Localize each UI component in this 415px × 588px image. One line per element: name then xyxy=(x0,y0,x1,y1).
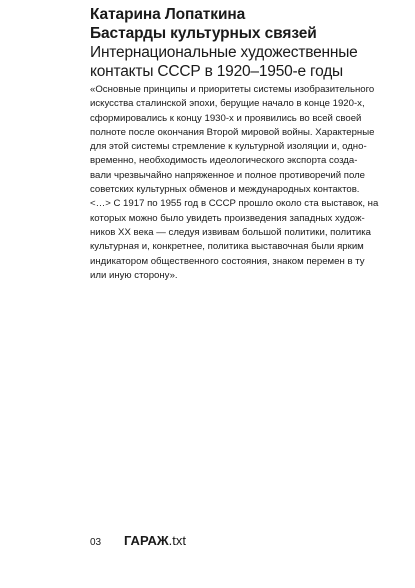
quote-line: сформировались к концу 1930-х и проявились во всей своей xyxy=(90,112,362,124)
quote-line: «Основные принципы и приоритеты системы изобразительного xyxy=(90,84,375,95)
quote-block xyxy=(90,83,412,283)
quote-line: советских культурных обменов и международных контактов. xyxy=(90,184,360,196)
book-title: Бастарды культурных связей xyxy=(90,25,317,42)
publisher-logo-suffix: .txt xyxy=(168,533,186,548)
quote-line: культурная и, конкретнее, политика выставочная были ярким xyxy=(90,241,364,253)
quote-line: которых можно было увидеть произведения западных худож- xyxy=(90,212,365,224)
subtitle-line: Интернациональные художественные xyxy=(90,44,358,61)
quote-line: ников XX века — следуя извивам большой политики, политика xyxy=(90,226,371,238)
quote-line: или иную сторону». xyxy=(90,269,178,281)
quote-line: вали чрезвычайно напряженное и полное противоречий поле xyxy=(90,169,366,181)
publisher-logo-bold: ГАРАЖ xyxy=(124,533,169,548)
header xyxy=(90,5,400,81)
quote-line: искусства сталинской эпохи, берущие начало в конце 1920-х, xyxy=(90,98,365,110)
publisher-logo xyxy=(124,533,186,548)
page-number: 03 xyxy=(90,537,102,548)
quote-line: <…> С 1917 по 1955 год в СССР прошло около ста выставок, на xyxy=(90,198,379,210)
quote-line: индикатором общественного состояния, знаком перемен в ту xyxy=(90,255,365,267)
author-name: Катарина Лопаткина xyxy=(90,6,246,23)
subtitle-line: контакты СССР в 1920–1950-е годы xyxy=(90,63,343,80)
quote-line: временно, необходимость идеологического экспорта созда- xyxy=(90,155,358,167)
footer xyxy=(90,533,186,548)
quote-line: для этой системы стремление к культурной изоляции и, одно- xyxy=(90,141,367,153)
quote-line: полноте после окончания Второй мировой войны. Характерные xyxy=(90,126,375,138)
book-subtitle xyxy=(90,43,400,81)
